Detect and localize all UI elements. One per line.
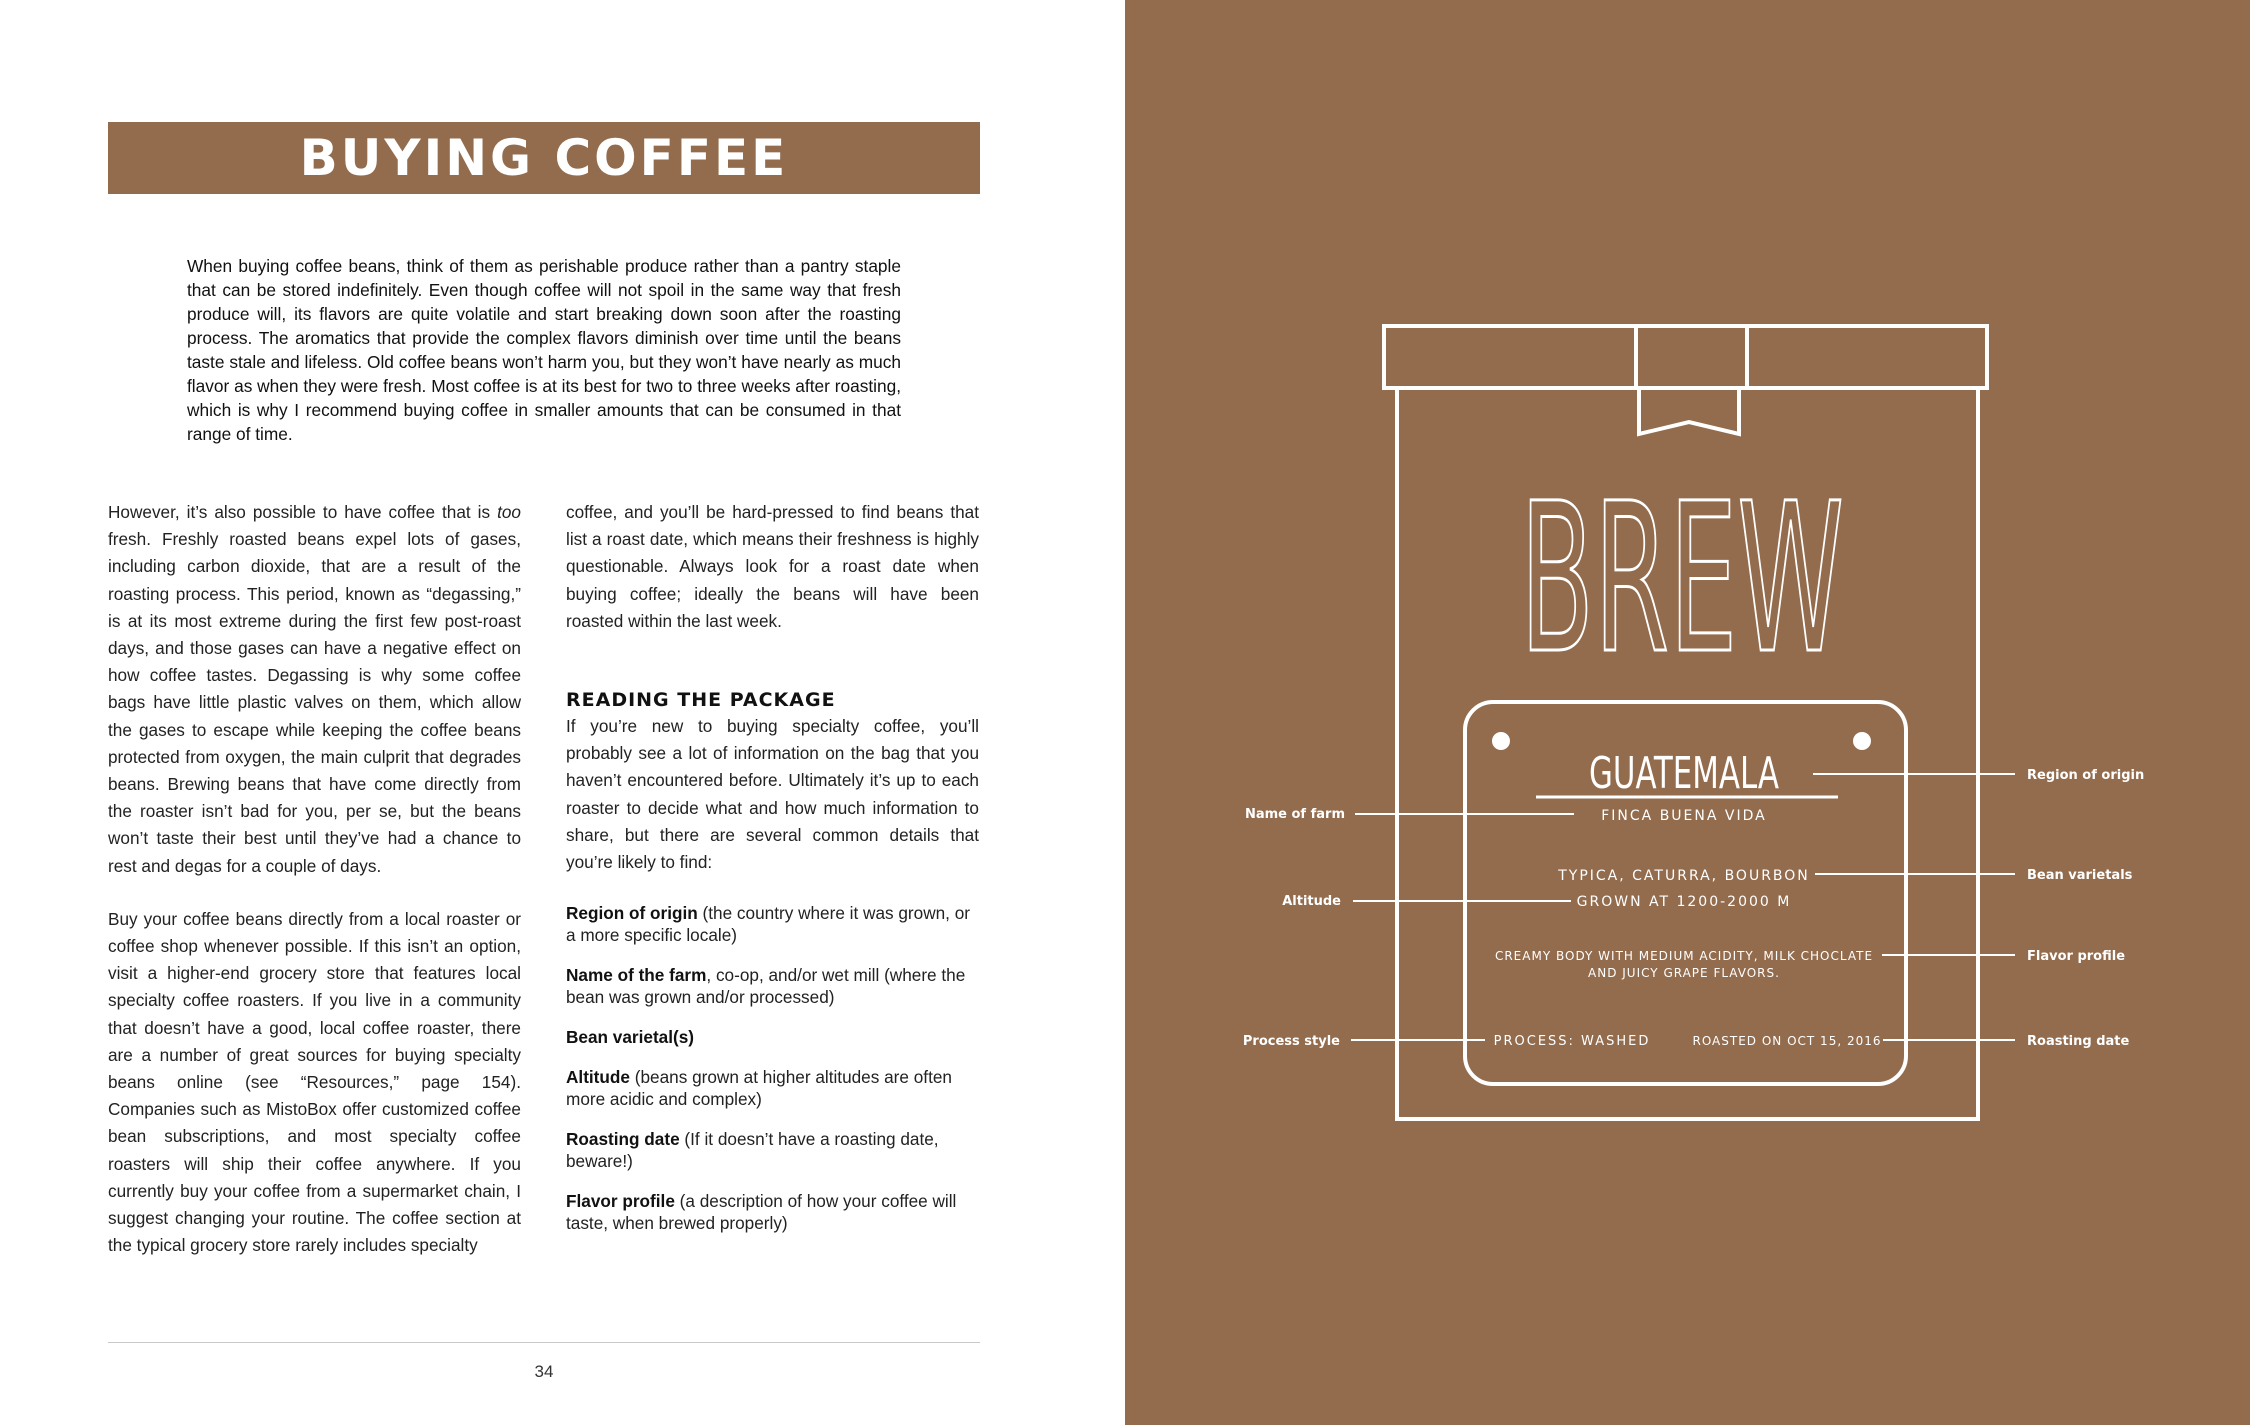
right-page: [1125, 0, 2250, 1425]
varietals-text: TYPICA, CATURRA, BOURBON: [1558, 868, 1810, 884]
paragraph-roast-date: coffee, and you’ll be hard-pressed to find beans that list a roast date, which means their freshness is highly questionable. Always look for a roast date when buying coffee; ideally the beans will have been roasted within the last week.: [566, 502, 979, 631]
list-term: Roasting date: [566, 1129, 680, 1150]
section-heading: READING THE PACKAGE: [566, 689, 836, 712]
callout-region-of-origin: Region of origin: [2027, 768, 2145, 783]
callout-altitude: Altitude: [1282, 894, 1341, 909]
list-desc: (a description of how your coffee will taste, when brewed properly): [566, 1191, 957, 1234]
degassing-text-end: fresh. Freshly roasted beans expel lots of gases, including carbon dioxide, that are a result of the roasting process. This period, known as “degassing,” is at its most extreme during the first few post-roast days, and those gases can have a negative effect on how coffee tastes. Degassing is why some coffee bags have little plastic valves on them, which allow the gases to escape while keeping the coffee beans protected from oxygen, the main culprit that degrades beans. Brewing beans that have come directly from the roaster isn’t bad for you, per se, but the beans won’t taste their best until they’ve had a chance to rest and degas for a couple of days.: [108, 529, 521, 876]
flavor-text-line2: AND JUICY GRAPE FLAVORS.: [1588, 966, 1780, 980]
footer-divider: [108, 1342, 980, 1343]
list-item: [566, 1190, 979, 1234]
coffee-bag-diagram: [1125, 0, 2250, 1425]
right-column: [566, 499, 979, 1252]
list-term: Bean varietal(s): [566, 1027, 695, 1048]
flavor-text-line1: CREAMY BODY WITH MEDIUM ACIDITY, MILK CHOCLATE: [1494, 949, 1874, 963]
emphasis-too: too: [497, 502, 521, 522]
list-item: [566, 902, 979, 946]
list-term: Flavor profile: [566, 1191, 675, 1212]
farm-text: FINCA BUENA VIDA: [1601, 808, 1767, 824]
list-item: [566, 1066, 979, 1110]
list-desc: (the country where it was grown, or a more specific locale): [566, 903, 971, 946]
paragraph-package-intro: If you’re new to buying specialty coffee, you’ll probably see a lot of information on the bag that you haven’t encountered before. Ultimately it’s up to each roaster to decide what and how much information to share, but there are several common details that you’re likely to find:: [566, 716, 979, 873]
intro-paragraph: When buying coffee beans, think of them as perishable produce rather than a pantry staple that can be stored indefinitely. Even though coffee will not spoil in the same way that fresh produce will, its flavors are quite volatile and start breaking down soon after the roasting process. The aromatics that provide the complex flavors diminish over time until the beans taste stale and lifeless. Old coffee beans won’t harm you, but they won’t have nearly as much flavor as when they were fresh. Most coffee is at its best for two to three weeks after roasting, which is why I recommend buying coffee in smaller amounts that can be consumed in that range of time.: [187, 256, 901, 444]
callout-process-style: Process style: [1242, 1034, 1340, 1049]
list-term: Altitude: [566, 1067, 630, 1088]
label-hole-left-icon: [1492, 732, 1510, 750]
callout-bean-varietals: Bean varietals: [2027, 868, 2133, 883]
paragraph-buy-local: Buy your coffee beans directly from a local roaster or coffee shop whenever possible. If this isn’t an option, visit a higher-end grocery store that features local specialty coffee roasters. If you live in a community that doesn’t have a good, local coffee roaster, there are a number of great sources for buying specialty beans online (see “Resources,” page 154). Companies such as MistoBox offer customized coffee bean subscriptions, and most specialty coffee roasters will ship their coffee anywhere. If you currently buy your coffee from a supermarket chain, I suggest changing your routine. The coffee section at the typical grocery store rarely includes specialty: [108, 908, 521, 1256]
list-desc: (beans grown at higher altitudes are often more acidic and complex): [566, 1067, 952, 1110]
bag-lid: [1384, 326, 1987, 388]
list-desc: , co-op, and/or wet mill (where the bean was grown and/or processed): [566, 965, 966, 1008]
title-banner: [108, 122, 980, 194]
page-title: BUYING COFFEE: [299, 129, 789, 187]
roasted-text: ROASTED ON OCT 15, 2016: [1692, 1034, 1882, 1048]
degassing-text-start: However, it’s also possible to have coffee that is: [108, 502, 498, 522]
callout-flavor-profile: Flavor profile: [2027, 949, 2126, 964]
origin-text: GUATEMALA: [1589, 748, 1779, 799]
paragraph-degassing: [108, 499, 521, 880]
list-item: [566, 964, 979, 1008]
page-number: 34: [534, 1362, 554, 1381]
altitude-text: GROWN AT 1200-2000 M: [1576, 894, 1792, 910]
list-term: Name of the farm: [566, 965, 707, 986]
list-item: [566, 1128, 979, 1172]
label-hole-right-icon: [1853, 732, 1871, 750]
process-text: PROCESS: WASHED: [1493, 1034, 1651, 1049]
callout-name-of-farm: Name of farm: [1244, 807, 1345, 822]
bag-tag-icon: [1639, 388, 1739, 434]
list-desc: (If it doesn’t have a roasting date, beware!): [566, 1129, 939, 1172]
list-item: [566, 1026, 979, 1048]
brand-logo: BREW: [1520, 459, 1844, 699]
left-column: [108, 499, 521, 1285]
callout-roasting-date: Roasting date: [2027, 1034, 2130, 1049]
list-term: Region of origin: [566, 903, 698, 924]
